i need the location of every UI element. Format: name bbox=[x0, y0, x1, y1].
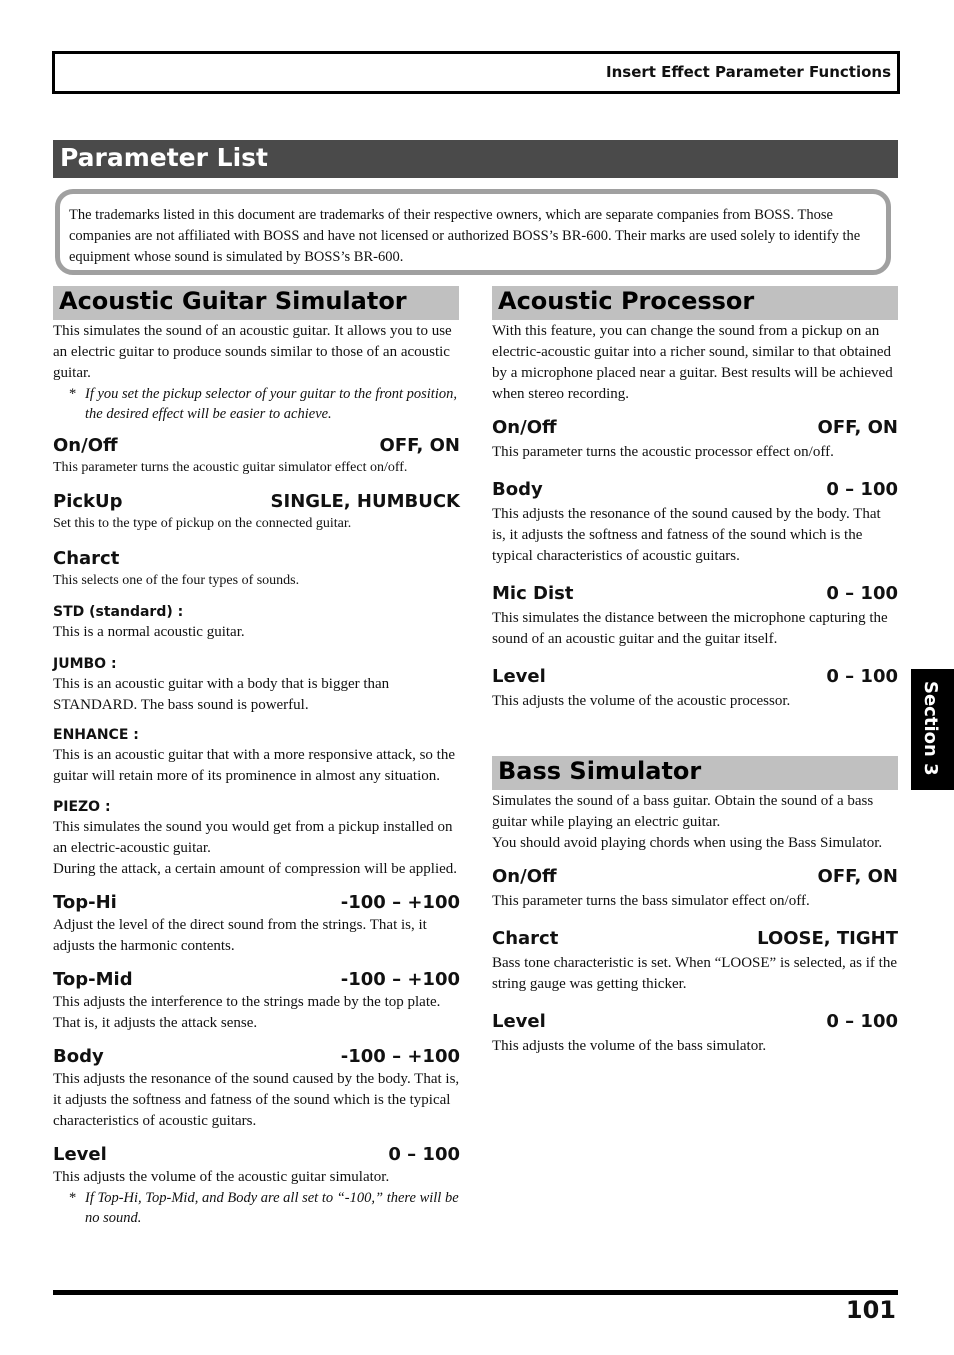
param-range: 0 – 100 bbox=[826, 1011, 898, 1032]
bs-level-heading bbox=[492, 1010, 898, 1034]
ags-piezo-desc-2: During the attack, a certain amount of compression will be applied. bbox=[53, 861, 458, 877]
page-title-banner bbox=[53, 140, 898, 178]
param-name: On/Off bbox=[492, 417, 557, 438]
ags-piezo-desc: This simulates the sound you would get from a pickup installed on an electric-acoustic guitar. bbox=[53, 819, 453, 856]
ap-section-header bbox=[492, 286, 898, 320]
param-range: OFF, ON bbox=[817, 417, 898, 438]
param-range: -100 – +100 bbox=[340, 892, 460, 913]
ags-level-desc: This adjusts the volume of the acoustic guitar simulator. bbox=[53, 1169, 390, 1185]
section-tab-label: Section 3 bbox=[920, 681, 941, 776]
trademark-notice-box bbox=[55, 189, 891, 275]
ap-micdist-desc: This simulates the distance between the microphone capturing the sound of an acoustic guitar and the guitar itself. bbox=[492, 610, 888, 647]
param-name: On/Off bbox=[53, 435, 118, 456]
ags-tophi-desc: Adjust the level of the direct sound from the strings. That is, it adjusts the harmonic contents. bbox=[53, 917, 427, 954]
bs-section-header bbox=[492, 756, 898, 790]
ags-level-note: * If Top-Hi, Top-Mid, and Body are all set to “-100,” there will be no sound. bbox=[69, 1190, 459, 1226]
bs-intro: Simulates the sound of a bass guitar. Obtain the sound of a bass guitar while playing an electric guitar. bbox=[492, 793, 874, 830]
ap-level-heading bbox=[492, 665, 898, 689]
ags-tophi-heading bbox=[53, 891, 460, 915]
bs-onoff-heading bbox=[492, 865, 898, 889]
ags-topmid-heading bbox=[53, 968, 460, 992]
ags-onoff-desc: This parameter turns the acoustic guitar simulator effect on/off. bbox=[53, 460, 408, 475]
ags-intro: This simulates the sound of an acoustic guitar. It allows you to use an electric guitar to produce sounds similar to those of an acoustic guitar. bbox=[53, 323, 452, 381]
ap-section-title: Acoustic Processor bbox=[498, 287, 755, 315]
ags-pickup-desc: Set this to the type of pickup on the connected guitar. bbox=[53, 516, 352, 531]
ap-intro: With this feature, you can change the sound from a pickup on an electric-acoustic guitar into a richer sound, similar to that obtained by a microphone placed near a guitar. Best results will be achieved when stereo recording. bbox=[492, 323, 893, 402]
running-header bbox=[52, 51, 900, 94]
param-name: On/Off bbox=[492, 866, 557, 887]
ap-onoff-desc: This parameter turns the acoustic processor effect on/off. bbox=[492, 444, 834, 460]
bs-column bbox=[492, 791, 898, 1057]
bs-charct-desc: Bass tone characteristic is set. When “LOOSE” is selected, as if the string gauge was getting thicker. bbox=[492, 955, 898, 992]
param-name: PickUp bbox=[53, 491, 123, 512]
ags-pickup-heading bbox=[53, 490, 460, 514]
page-title: Parameter List bbox=[60, 143, 268, 172]
ags-jumbo-desc: This is an acoustic guitar with a body that is bigger than STANDARD. The bass sound is powerful. bbox=[53, 676, 390, 713]
ags-enhance-desc: This is an acoustic guitar that with a more responsive attack, so the guitar will retain more of its prominence in almost any situation. bbox=[53, 747, 455, 784]
ap-body-desc: This adjusts the resonance of the sound caused by the body. That is, it adjusts the softness and fatness of the sound which is the typical characteristics of acoustic guitars. bbox=[492, 506, 881, 564]
param-range: -100 – +100 bbox=[340, 969, 460, 990]
ags-column bbox=[53, 321, 460, 1228]
ap-column bbox=[492, 321, 898, 712]
param-range: 0 – 100 bbox=[826, 666, 898, 687]
page-number: 101 bbox=[845, 1296, 896, 1324]
param-range: LOOSE, TIGHT bbox=[757, 928, 898, 949]
ags-section-title: Acoustic Guitar Simulator bbox=[59, 287, 407, 315]
param-name: Body bbox=[53, 1046, 104, 1067]
ags-charct-heading bbox=[53, 547, 460, 571]
running-header-title: Insert Effect Parameter Functions bbox=[606, 63, 891, 81]
ags-jumbo-label: JUMBO : bbox=[53, 656, 117, 672]
param-name: Body bbox=[492, 479, 543, 500]
ags-body-heading bbox=[53, 1045, 460, 1069]
param-name: Charct bbox=[492, 928, 559, 949]
ags-std-label: STD (standard) : bbox=[53, 604, 184, 620]
bs-intro-2: You should avoid playing chords when using the Bass Simulator. bbox=[492, 835, 883, 851]
ags-enhance-label: ENHANCE : bbox=[53, 727, 139, 743]
bs-section-title: Bass Simulator bbox=[498, 757, 702, 785]
param-name: Level bbox=[492, 666, 546, 687]
trademark-notice-text: The trademarks listed in this document are trademarks of their respective owners, which are separate companies from BOSS. Those companies are not affiliated with BOSS and have not licensed or authorized BOSS’s BR-600. Their marks are used solely to identify the equipment whose sound is simulated by BOSS’s BR-600. bbox=[69, 207, 861, 265]
ags-piezo-label: PIEZO : bbox=[53, 799, 111, 815]
ags-section-header bbox=[53, 286, 459, 320]
bs-level-desc: This adjusts the volume of the bass simulator. bbox=[492, 1038, 767, 1054]
ags-charct-desc: This selects one of the four types of sounds. bbox=[53, 573, 300, 588]
footer-rule bbox=[53, 1290, 898, 1295]
param-range: SINGLE, HUMBUCK bbox=[270, 491, 460, 512]
ags-level-heading bbox=[53, 1143, 460, 1167]
param-name: Charct bbox=[53, 548, 120, 569]
bs-charct-heading bbox=[492, 927, 898, 951]
param-range: -100 – +100 bbox=[340, 1046, 460, 1067]
param-name: Level bbox=[53, 1144, 107, 1165]
param-range: OFF, ON bbox=[379, 435, 460, 456]
param-name: Mic Dist bbox=[492, 583, 574, 604]
ags-body-desc: This adjusts the resonance of the sound caused by the body. That is, it adjusts the softness and fatness of the sound which is the typical characteristics of acoustic guitars. bbox=[53, 1071, 460, 1129]
section-tab bbox=[911, 669, 954, 790]
ags-onoff-heading bbox=[53, 434, 460, 458]
bs-onoff-desc: This parameter turns the bass simulator effect on/off. bbox=[492, 893, 810, 909]
ags-std-desc: This is a normal acoustic guitar. bbox=[53, 624, 245, 640]
param-name: Level bbox=[492, 1011, 546, 1032]
ags-intro-note: * If you set the pickup selector of your guitar to the front position, the desired effect will be easier to achieve. bbox=[69, 386, 457, 422]
ap-body-heading bbox=[492, 478, 898, 502]
param-range: 0 – 100 bbox=[826, 583, 898, 604]
ags-topmid-desc: This adjusts the interference to the strings made by the top plate. That is, it adjusts the attack sense. bbox=[53, 994, 441, 1031]
param-name: Top-Hi bbox=[53, 892, 117, 913]
param-name: Top-Mid bbox=[53, 969, 133, 990]
param-range: 0 – 100 bbox=[826, 479, 898, 500]
ap-level-desc: This adjusts the volume of the acoustic processor. bbox=[492, 693, 791, 709]
ap-micdist-heading bbox=[492, 582, 898, 606]
param-range: 0 – 100 bbox=[388, 1144, 460, 1165]
param-range: OFF, ON bbox=[817, 866, 898, 887]
ap-onoff-heading bbox=[492, 416, 898, 440]
